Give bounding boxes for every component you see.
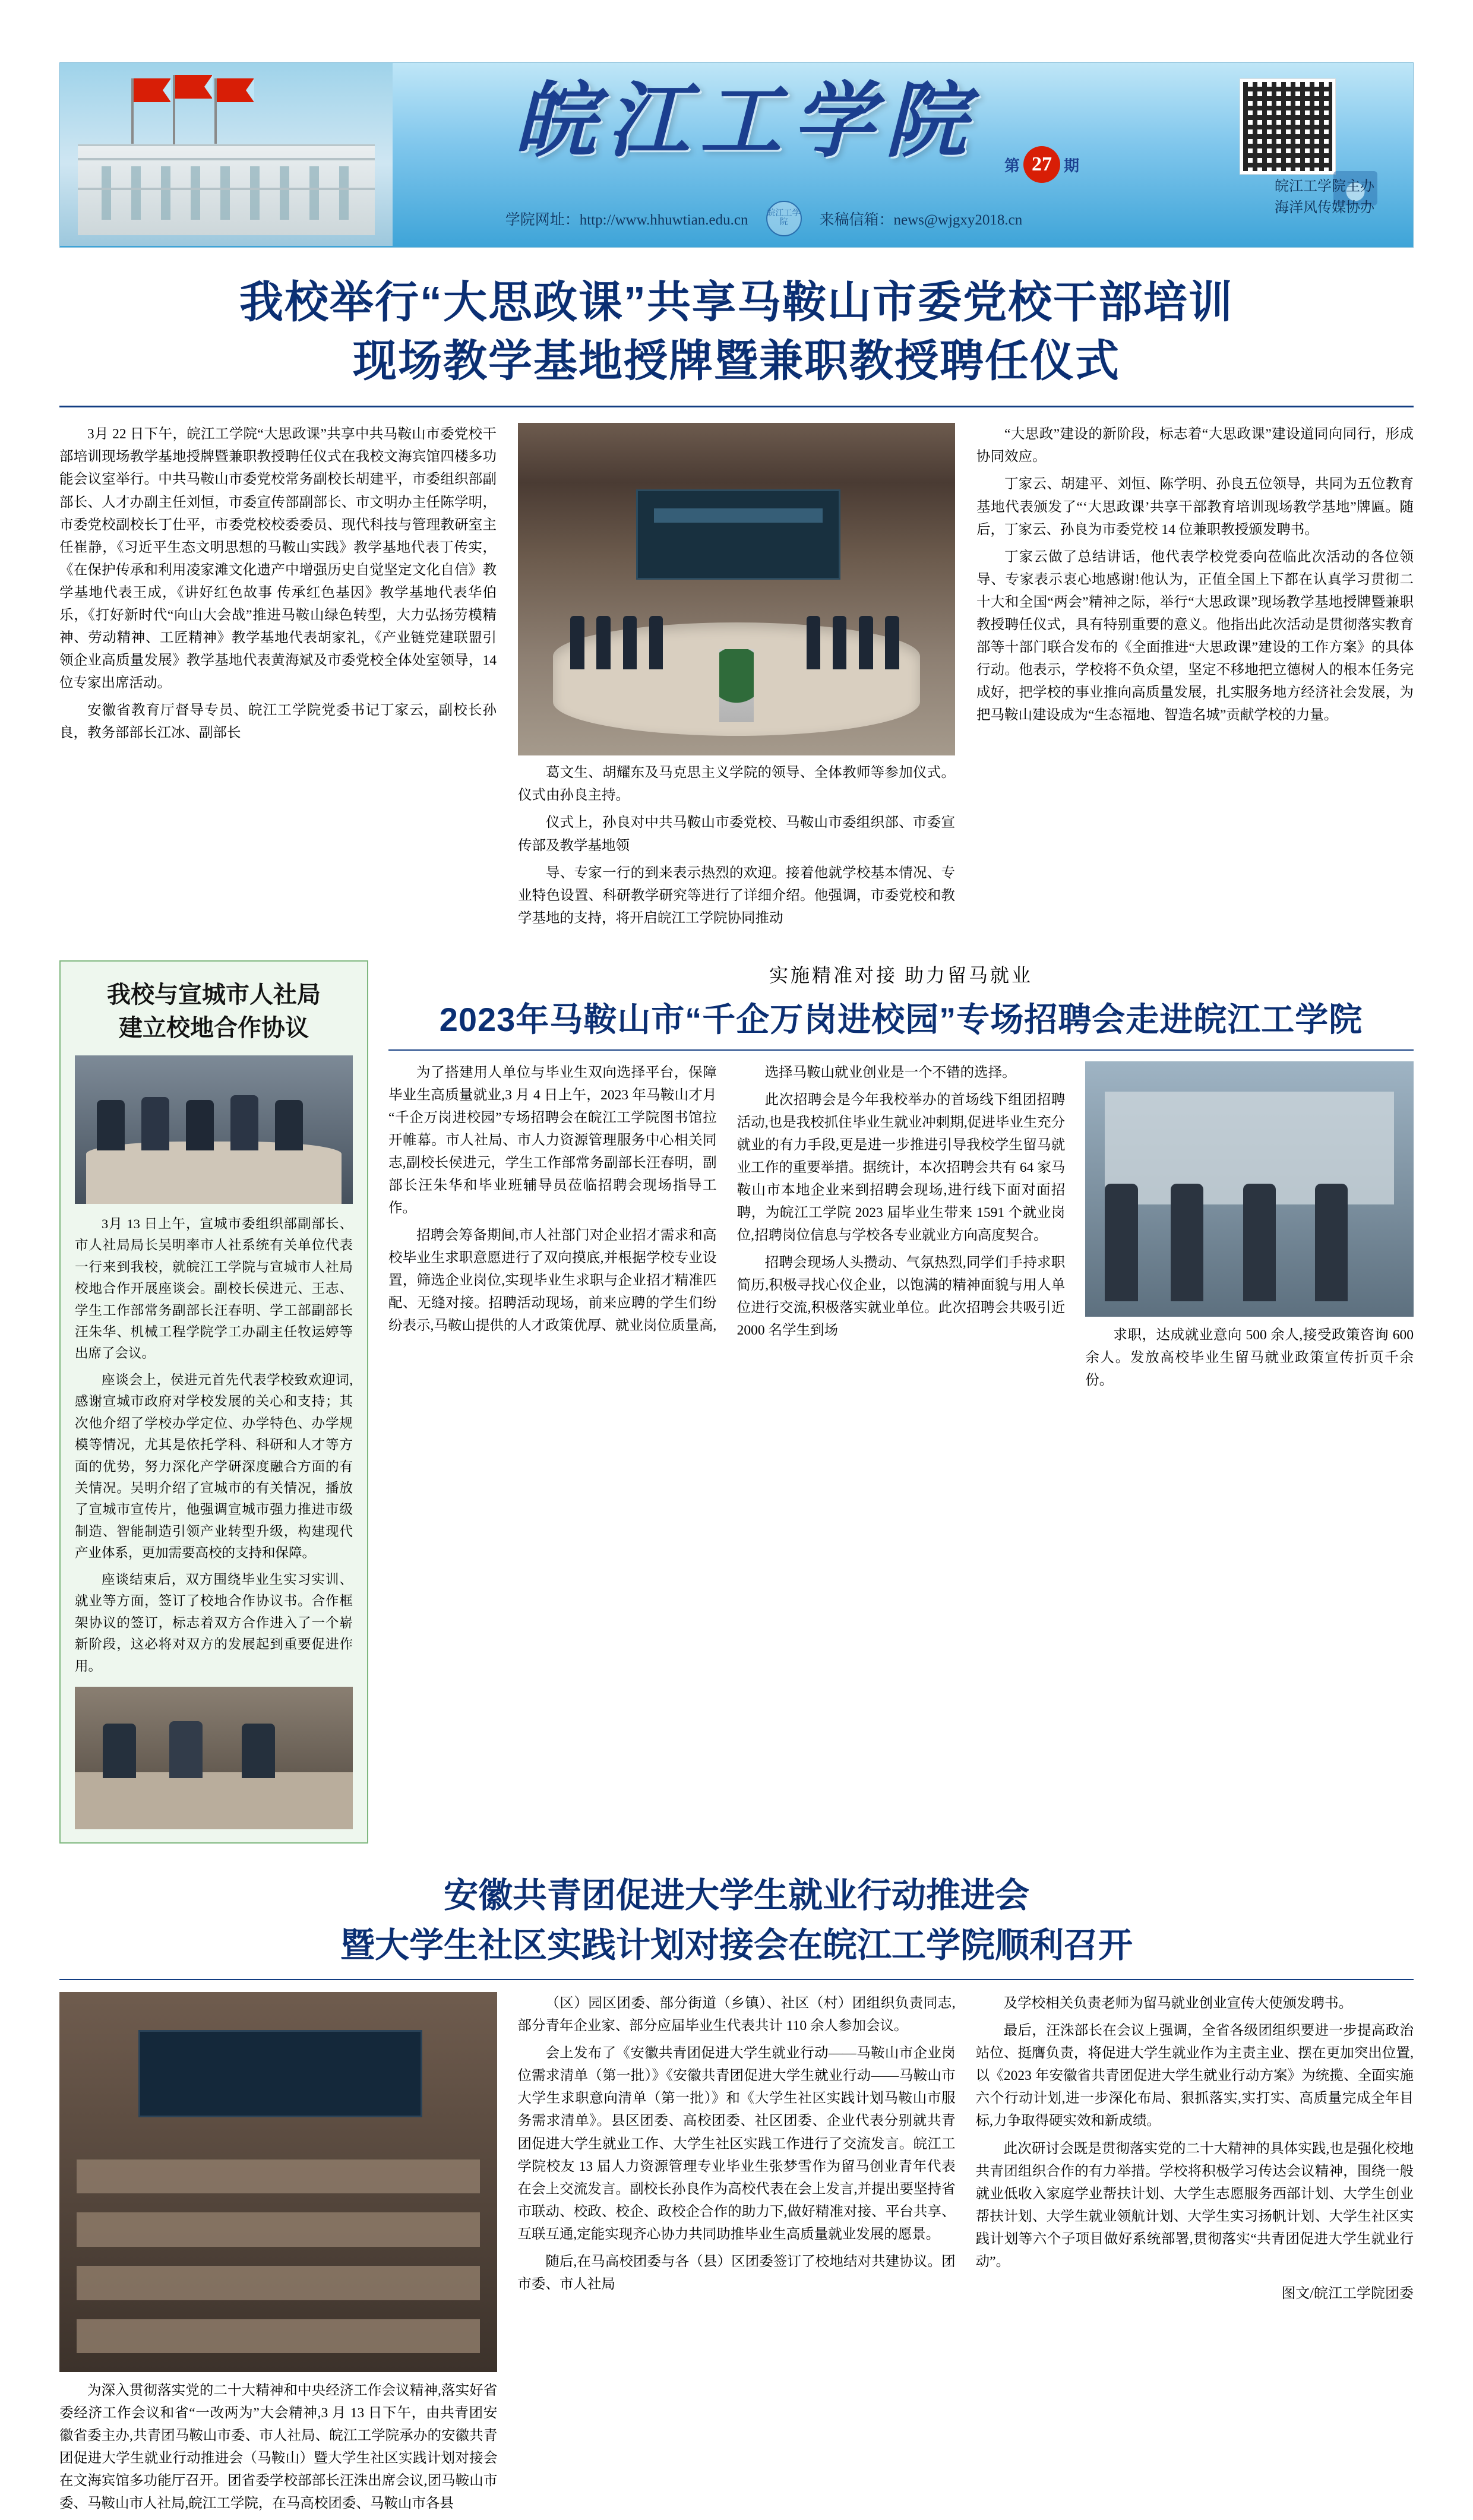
sidebar-paragraph: 3月 13 日上午，宣城市委组织部副部长、市人社局局长吴明率市人社系统有关单位代表一行来到我校，就皖江工学院与宣城市人社局校地合作开展座谈会。副校长侯进元、王志、学生工作部常务副部长汪春明、学工部副部长汪朱华、机械工程学院学工办副主任牧运婷等出席了会议。 [75, 1216, 353, 1361]
lead-headline-line-1: 我校举行“大思政课”共享马鞍山市委党校干部培训 [239, 277, 1234, 327]
job-fair-paragraph: 选择马鞍山就业创业是一个不错的选择。 [764, 1064, 1016, 1080]
youth-league-paragraph: 最后，汪洙部长在会议上强调，全省各级团组织要进一步提高政治站位、挺膺负责，将促进大学生就业作为主责主业、摆在更加突出位置,以《2023 年安徽省共青团促进大学生就业行动方案》为统揽、全面实施六个行动计划,进一步深化布局、狠抓落实,实打实、高质量完成全年目标,力争取得硬实效和新成绩。 [975, 2023, 1414, 2129]
website-label[interactable]: 学院网址：http://www.hhuwtian.edu.cn [505, 212, 748, 228]
sidebar-title [75, 978, 353, 1045]
job-fair-paragraph: 招聘会筹备期间,市人社部门对企业招才需求和高校毕业生求职意愿进行了双向摸底,并根据学校专业设置，筛选企业岗位,实现毕业生求职与企业招才精准匹配、无缝对接。招聘活动现场，前来应聘的学生们纷纷表示,马鞍山提供的人才政策优厚、就业岗位质量高, [388, 1228, 717, 1334]
job-fair-column-3 [1085, 1061, 1414, 1396]
sidebar-title-line-1: 我校与宣城市人社局 [107, 981, 321, 1008]
youth-league-paragraph: 随后,在马高校团委与各（县）区团委签订了校地结对共建协议。团市委、市人社局 [517, 2253, 956, 2292]
job-fair-photo [1085, 1061, 1414, 1317]
job-fair-paragraph: 此次招聘会是今年我校举办的首场线下组团招聘活动,也是我校抓住毕业生就业冲刺期,促进毕业生充分就业的有力手段,更是进一步推进引导我校学生留马就业工作的重要举措。据统计，本次招聘会共有 64 家马鞍山市本地企业来到招聘会现场,进行线下面对面招聘，为皖江工学院 2023 届毕业生带来 1591 个就业岗位,招聘岗位信息与学校各专业就业方向高度契合。 [736, 1092, 1066, 1244]
job-fair-column-2 [737, 1061, 1066, 1396]
school-seal-icon: 皖江工学院 [766, 201, 802, 236]
lead-paragraph: 导、专家一行的到来表示热烈的欢迎。接着他就学校基本情况、专业特色设置、科研教学研究等进行了详细介绍。他强调，市委党校和教学基地的支持，将开启皖江工学院协同推动 [518, 865, 955, 926]
issue-badge [1004, 146, 1079, 183]
job-fair-paragraph: 求职，达成就业意向 500 余人,接受政策咨询 600 余人。发放高校毕业生留马就业政策宣传折页千余份。 [1085, 1327, 1414, 1388]
lead-cont-spacer-2 [976, 862, 1414, 934]
sidebar-paragraph: 座谈结束后，双方围绕毕业生实习实训、就业等方面，签订了校地合作协议书。合作框架协议的签订，标志着双方合作进入了一个崭新阶段，这必将对双方的发展起到重要促进作用。 [75, 1572, 353, 1674]
sidebar-title-line-2: 建立校地合作协议 [119, 1014, 309, 1041]
lead-paragraph: “大思政”建设的新阶段，标志着“大思政课”建设道同向同行，形成协同效应。 [976, 426, 1414, 465]
youth-league-divider [59, 1979, 1414, 1980]
publisher-line-1: 皖江工学院主办 [1275, 179, 1374, 194]
masthead [59, 62, 1414, 248]
headline-divider [59, 406, 1414, 407]
youth-league-paragraph: 及学校相关负责老师为留马就业创业宣传大使颁发聘书。 [1003, 1996, 1353, 2012]
youth-league-columns [59, 1992, 1414, 2519]
job-fair-columns [388, 1061, 1414, 1396]
youth-league-title-line-1: 安徽共青团促进大学生就业行动推进会 [443, 1876, 1029, 1915]
section-job-fair [59, 960, 1414, 1844]
issue-label: 第 [1004, 157, 1020, 175]
lead-column-1 [59, 423, 497, 861]
campus-photo [60, 63, 393, 246]
youth-league-paragraph: 此次研讨会既是贯彻落实党的二十大精神的具体实践,也是强化校地共青团组织合作的有力举措。学校将积极学习传达会议精神，围绕一般就业低收入家庭学业帮扶计划、大学生志愿服务西部计划、大学生创业帮扶计划、大学生就业领航计划、大学生实习扬帆计划、大学生社区实践计划等六个子项目做好系统部署,贯彻落实“共青团促进大学生就业行动”。 [975, 2140, 1414, 2269]
youth-league-title [59, 1871, 1414, 1971]
qr-code-icon[interactable] [1240, 78, 1336, 175]
newspaper-page [0, 62, 1473, 2512]
youth-league-paragraph: 会上发布了《安徽共青团促进大学生就业行动——马鞍山市企业岗位需求清单（第一批）》《安徽共青团促进大学生就业行动——马鞍山市大学生求职意向清单（第一批）》和《大学生社区实践计划马鞍山市服务需求清单》。县区团委、高校团委、社区团委、企业代表分别就共青团促进大学生就业工作、大学生社区实践工作进行了交流发言。皖江工学院校友 13 届人力资源管理专业毕业生张梦雪作为留马创业青年代表在会上交流发言。副校长孙良作为高校代表在会上发言,并提出要坚持省市联动、校政、校企、政校企合作的助力下,做好精准对接、平台共享、互联互通,定能实现齐心协力共同助推毕业生高质量就业发展的愿景。 [517, 2045, 956, 2242]
job-fair-kicker: 实施精准对接 助力留马就业 [769, 964, 1033, 986]
masthead-links [393, 201, 1135, 236]
lead-article-photo [518, 423, 955, 755]
youth-league-paragraph: （区）园区团委、部分街道（乡镇）、社区（村）团组织负责同志,部分青年企业家、部分应届毕业生代表共计 110 余人参加会议。 [517, 1996, 956, 2034]
youth-league-column-1 [59, 1992, 497, 2519]
lead-cont-spacer [59, 862, 497, 934]
section-youth-league [59, 1871, 1414, 2520]
sidebar-paragraph: 座谈会上，侯进元首先代表学校致欢迎词,感谢宣城市政府对学校发展的关心和支持；其次他介绍了学校办学定位、办学特色、办学规模等情况，尤其是依托学科、科研和人才等方面的优势，努力深化产学研深度融合方面的有关情况。吴明介绍了宣城市的有关情况，播放了宣城市宣传片，他强调宣城市强力推进市级制造、智能制造引领产业转型升级，构建现代产业体系，更加需要高校的支持和保障。 [75, 1372, 353, 1561]
lead-photo-caption: 葛文生、胡耀东及马克思主义学院的领导、全体教师等参加仪式。仪式由孙良主持。 [518, 765, 955, 804]
youth-league-photo [59, 1992, 497, 2372]
lead-article-continuation [59, 862, 1414, 934]
issue-number: 27 [1023, 146, 1060, 183]
masthead-title-text: 皖江工学院 [514, 76, 978, 167]
masthead-title [393, 75, 1099, 169]
issue-unit: 期 [1064, 157, 1080, 175]
job-fair-paragraph: 为了搭建用人单位与毕业生双向选择平台，保障毕业生高质量就业,3 月 4 日上午，2023 年马鞍山才月 “千企万岗进校园”专场招聘会在皖江工学院图书馆拉开帷幕。市人社局、市人力资源管理服务中心相关同志,副校长侯进元，学生工作部常务副部长汪春明，副部长汪朱华和毕业班辅导员莅临招聘会现场指导工作。 [388, 1064, 717, 1216]
youth-league-column-3 [976, 1992, 1414, 2519]
lead-paragraph: 安徽省教育厅督导专员、皖江工学院党委书记丁家云，副校长孙良，教务部部长江冰、副部长 [59, 703, 497, 741]
job-fair-column-1 [388, 1061, 717, 1396]
publisher-line-2: 海洋风传媒协办 [1275, 200, 1374, 216]
lead-paragraph: 仪式上，孙良对中共马鞍山市委党校、马鞍山市委组织部、市委宣传部及教学基地领 [518, 815, 955, 853]
lead-column-2 [518, 423, 955, 861]
lead-headline-line-2: 现场教学基地授牌暨兼职教授聘任仪式 [353, 336, 1120, 386]
job-fair-divider [388, 1049, 1414, 1051]
job-fair-title: 2023年马鞍山市“千企万岗进校园”专场招聘会走进皖江工学院 [439, 1000, 1363, 1038]
sidebar-photo-1 [75, 1055, 353, 1204]
job-fair-article [388, 960, 1414, 1844]
job-fair-paragraph: 招聘会现场人头攒动、气氛热烈,同学们手持求职简历,积极寻找心仪企业，以饱满的精神面貌与用人单位进行交流,积极落实就业单位。此次招聘会共吸引近 2000 名学生到场 [736, 1255, 1066, 1339]
lead-article-columns [59, 423, 1414, 861]
youth-league-title-line-2: 暨大学生社区实践计划对接会在皖江工学院顺利召开 [340, 1926, 1133, 1965]
masthead-publisher [1250, 176, 1399, 219]
youth-league-paragraph: 为深入贯彻落实党的二十大精神和中央经济工作会议精神,落实好省委经济工作会议和省“一改两为”大会精神,3 月 13 日下午，由共青团安徽省委主办,共青团马鞍山市委、市人社局、皖江工学院承办的安徽共青团促进大学生就业行动推进会（马鞍山）暨大学生社区实践计划对接会在文海宾馆多功能厅召开。团省委学校部部长汪洙出席会议,团马鞍山市委、马鞍山市人社局,皖江工学院，在马高校团委、马鞍山市各县 [59, 2383, 498, 2512]
youth-league-column-2 [517, 1992, 955, 2519]
lead-paragraph: 丁家云、胡建平、刘恒、陈学明、孙良五位领导，共同为五位教育基地代表颁发了“‘大思政课’共享干部教育培训现场教学基地”牌匾。随后，丁家云、孙良为市委党校 14 位兼职教授颁发聘书。 [976, 476, 1414, 537]
sidebar-article [59, 960, 368, 1844]
lead-paragraph: 丁家云做了总结讲话，他代表学校党委向莅临此次活动的各位领导、专家表示衷心地感谢!他认为，正值全国上下都在认真学习贯彻二十大和全国“两会”精神之际，举行“大思政课”现场教学基地授牌暨兼职教授聘任仪式，具有特别重要的意义。他指出此次活动是贯彻落实教育部等十部门联合发布的《全面推进“大思政课”建设的工作方案》的具体行动。他表示，学校将不负众望，坚定不移地把立德树人的根本任务完成好，把学校的事业推向高质量发展，扎实服务地方经济社会发展，为把马鞍山建设成为“生态福地、智造名城”贡献学校的力量。 [976, 549, 1414, 723]
lead-paragraph: 3月 22 日下午，皖江工学院“大思政课”共享中共马鞍山市委党校干部培训现场教学基地授牌暨兼职教授聘任仪式在我校文海宾馆四楼多功能会议室举行。中共马鞍山市委党校常务副校长胡建平，市委组织部副部长、人才办副主任刘恒，市委宣传部副部长、市文明办主任陈学明，市委党校副校长丁仕平，市委党校校委委员、现代科技与管理教研室主任崔静，《习近平生态文明思想的马鞍山实践》教学基地代表丁传实，《在保护传承和利用凌家滩文化遗产中增强历史自觉坚定文化自信》教学基地代表王成，《讲好红色故事 传承红色基因》教学基地代表华伯乐，《打好新时代“向山大会战”推进马鞍山绿色转型，大力弘扬劳模精神、劳动精神、工匠精神》教学基地代表胡家礼，《产业链党建联盟引领企业高质量发展》教学基地代表黄海斌及市委党校全体处室领导，14 位专家出席活动。 [59, 426, 497, 691]
lead-column-3 [976, 423, 1414, 861]
lead-cont-column-2 [518, 862, 955, 934]
mail-label[interactable]: 来稿信箱：news@wjgxy2018.cn [819, 212, 1023, 228]
lead-headline [65, 273, 1408, 390]
youth-league-signoff: 图文/皖江工学院团委 [1281, 2285, 1414, 2301]
sidebar-photo-2 [75, 1687, 353, 1829]
